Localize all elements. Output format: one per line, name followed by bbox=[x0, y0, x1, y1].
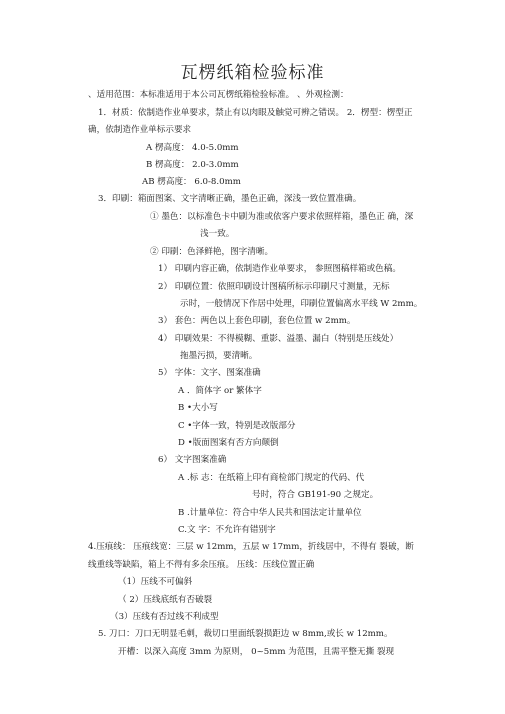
text-line: 5） 字体：文字、图案准确 bbox=[158, 368, 261, 378]
text-line: 线重线等缺陷，箱上不得有多余压痕。 压线：压线位置正确 bbox=[88, 560, 315, 570]
text-line: 拖墨污损，要清晰。 bbox=[180, 351, 258, 361]
text-line: 、适用范围：本标准适用于本公司瓦楞纸箱检验标准。 、外观检测： bbox=[88, 90, 349, 100]
text-line: ② 印刷：色泽鲜艳，图字清晰。 bbox=[150, 247, 274, 257]
text-line: C.文 字：不允许有错别字 bbox=[178, 525, 276, 535]
text-line: B •大小写 bbox=[178, 403, 218, 413]
text-line: A .标 志：在纸箱上印有商检部门规定的代码、代 bbox=[178, 473, 365, 483]
text-line: 1） 印刷内容正确，依制造作业单要求， 参照图稿样箱或色稿。 bbox=[158, 264, 401, 274]
text-line: 2） 印刷位置：依照印刷设计图稿所标示印刷尺寸测量，无标 bbox=[158, 282, 390, 292]
text-line: ① 墨色：以标准色卡中刷为准或依客户要求依照样箱，墨色正 确，深 bbox=[150, 212, 414, 222]
text-line: 号时，符合 GB191-90 之规定。 bbox=[252, 490, 379, 500]
text-line: 浅一致。 bbox=[200, 229, 235, 239]
page-title: 瓦楞纸箱检验标准 bbox=[180, 63, 325, 83]
text-line: AB 楞高度： 6.0-8.0mm bbox=[142, 177, 241, 187]
text-line: 6） 文字图案准确 bbox=[158, 455, 227, 465]
text-line: （3）压线有否过线不利成型 bbox=[110, 612, 219, 622]
text-line: C •字体一致，特别是改版部分 bbox=[178, 421, 296, 431]
text-line: A 楞高度： 4.0-5.0mm bbox=[146, 143, 239, 153]
text-line: 1．材质：依制造作业单要求，禁止有以肉眼及触觉可辨之错误。 2．楞型：楞型正 bbox=[98, 108, 413, 118]
text-line: D •版面图案有否方向颠倒 bbox=[178, 438, 279, 448]
text-line: 5. 刀口：刀口无明显毛刺，裁切口里面纸裂损距边 w 8mm,或长 w 12mm。 bbox=[98, 629, 393, 639]
text-line: B 楞高度： 2.0-3.0mm bbox=[146, 160, 239, 170]
text-line: 4.压痕线： 压痕线宽：三层 w 12mm，五层 w 17mm，折线居中，不得有 裂破，断 bbox=[88, 542, 414, 552]
text-line: A ．简体字 or 繁体字 bbox=[178, 386, 262, 396]
text-line: （1）压线不可偏斜 bbox=[118, 577, 193, 587]
text-line: 确，依制造作业单标示要求 bbox=[88, 125, 192, 135]
text-line: （ 2）压线底纸有否破裂 bbox=[118, 595, 213, 605]
text-line: 示时，一般情况下作居中处理，印刷位置偏离水平线 W 2mm。 bbox=[180, 299, 423, 309]
text-line: B .计量单位：符合中华人民共和国法定计量单位 bbox=[178, 508, 362, 518]
text-line: 4） 印刷效果：不得模糊、重影、溢墨、漏白（特别是压线处） bbox=[158, 334, 399, 344]
text-line: 3．印刷：箱面图案、文字清晰正确，墨色正确，深浅一致位置准确。 bbox=[98, 194, 362, 204]
text-line: 3） 套色：两色以上套色印刷，套色位置 w 2mm。 bbox=[158, 316, 356, 326]
text-line: 开槽：以深入高度 3mm 为原则， 0~5mm 为范围，且需平整无撕 裂现 bbox=[118, 647, 395, 657]
